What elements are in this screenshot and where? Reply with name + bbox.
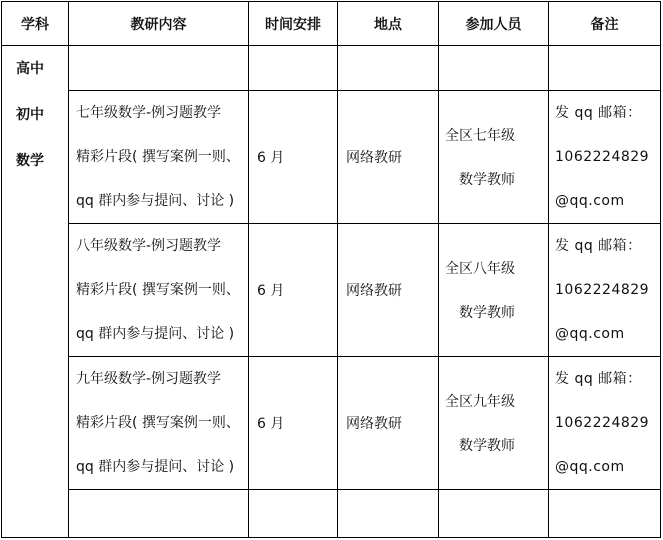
note-line: 发 qq 邮箱： [555,371,642,387]
subject-line: 数学 [16,153,44,169]
empty-cell [549,46,661,91]
header-time: 时间安排 [249,2,338,46]
time-cell: 6 月 [249,91,338,224]
header-people: 参加人员 [439,2,549,46]
note-cell [549,357,661,490]
empty-cell [439,490,549,538]
note-line: 1062224829 [555,149,650,165]
content-cell [69,91,249,224]
note-line: 1062224829 [555,282,650,298]
note-line: @qq.com [555,326,625,342]
people-line: 全区七年级 [445,128,515,144]
people-line: 数学教师 [459,172,515,188]
people-line: 数学教师 [459,305,515,321]
empty-cell [338,46,439,91]
time-cell: 6 月 [249,224,338,357]
blank-row-top [2,46,661,91]
content-line: qq 群内参与提问、讨论 ) [76,459,235,475]
people-line: 全区九年级 [445,394,515,410]
time-cell: 6 月 [249,357,338,490]
empty-cell [439,46,549,91]
content-line: 精彩片段( 撰写案例一则、 [76,282,240,298]
subject-line: 初中 [16,107,44,123]
empty-cell [549,490,661,538]
place-cell: 网络教研 [338,357,439,490]
empty-cell [338,490,439,538]
header-row [2,2,661,46]
note-line: 发 qq 邮箱： [555,105,642,121]
table-row [2,357,661,490]
note-line: @qq.com [555,193,625,209]
subject-line: 高中 [16,61,44,77]
empty-cell [249,46,338,91]
content-line: 精彩片段( 撰写案例一则、 [76,415,240,431]
content-line: 九年级数学-例习题教学 [76,371,222,387]
table-row [2,91,661,224]
content-cell [69,224,249,357]
empty-cell [69,490,249,538]
content-line: qq 群内参与提问、讨论 ) [76,326,235,342]
place-cell: 网络教研 [338,91,439,224]
people-cell [439,224,549,357]
content-line: 精彩片段( 撰写案例一则、 [76,149,240,165]
people-line: 数学教师 [459,438,515,454]
note-cell [549,224,661,357]
people-line: 全区八年级 [445,261,515,277]
content-line: 七年级数学-例习题教学 [76,105,222,121]
empty-cell [249,490,338,538]
people-cell [439,357,549,490]
people-cell [439,91,549,224]
header-subject: 学科 [2,2,69,46]
header-note: 备注 [549,2,661,46]
empty-cell [69,46,249,91]
note-line: @qq.com [555,459,625,475]
schedule-table [1,1,661,538]
note-line: 发 qq 邮箱： [555,238,642,254]
header-place: 地点 [338,2,439,46]
table-row [2,224,661,357]
content-line: qq 群内参与提问、讨论 ) [76,193,235,209]
note-line: 1062224829 [555,415,650,431]
note-cell [549,91,661,224]
place-cell: 网络教研 [338,224,439,357]
content-cell [69,357,249,490]
content-line: 八年级数学-例习题教学 [76,238,222,254]
subject-cell [2,46,69,538]
header-content: 教研内容 [69,2,249,46]
blank-row-bottom [2,490,661,538]
